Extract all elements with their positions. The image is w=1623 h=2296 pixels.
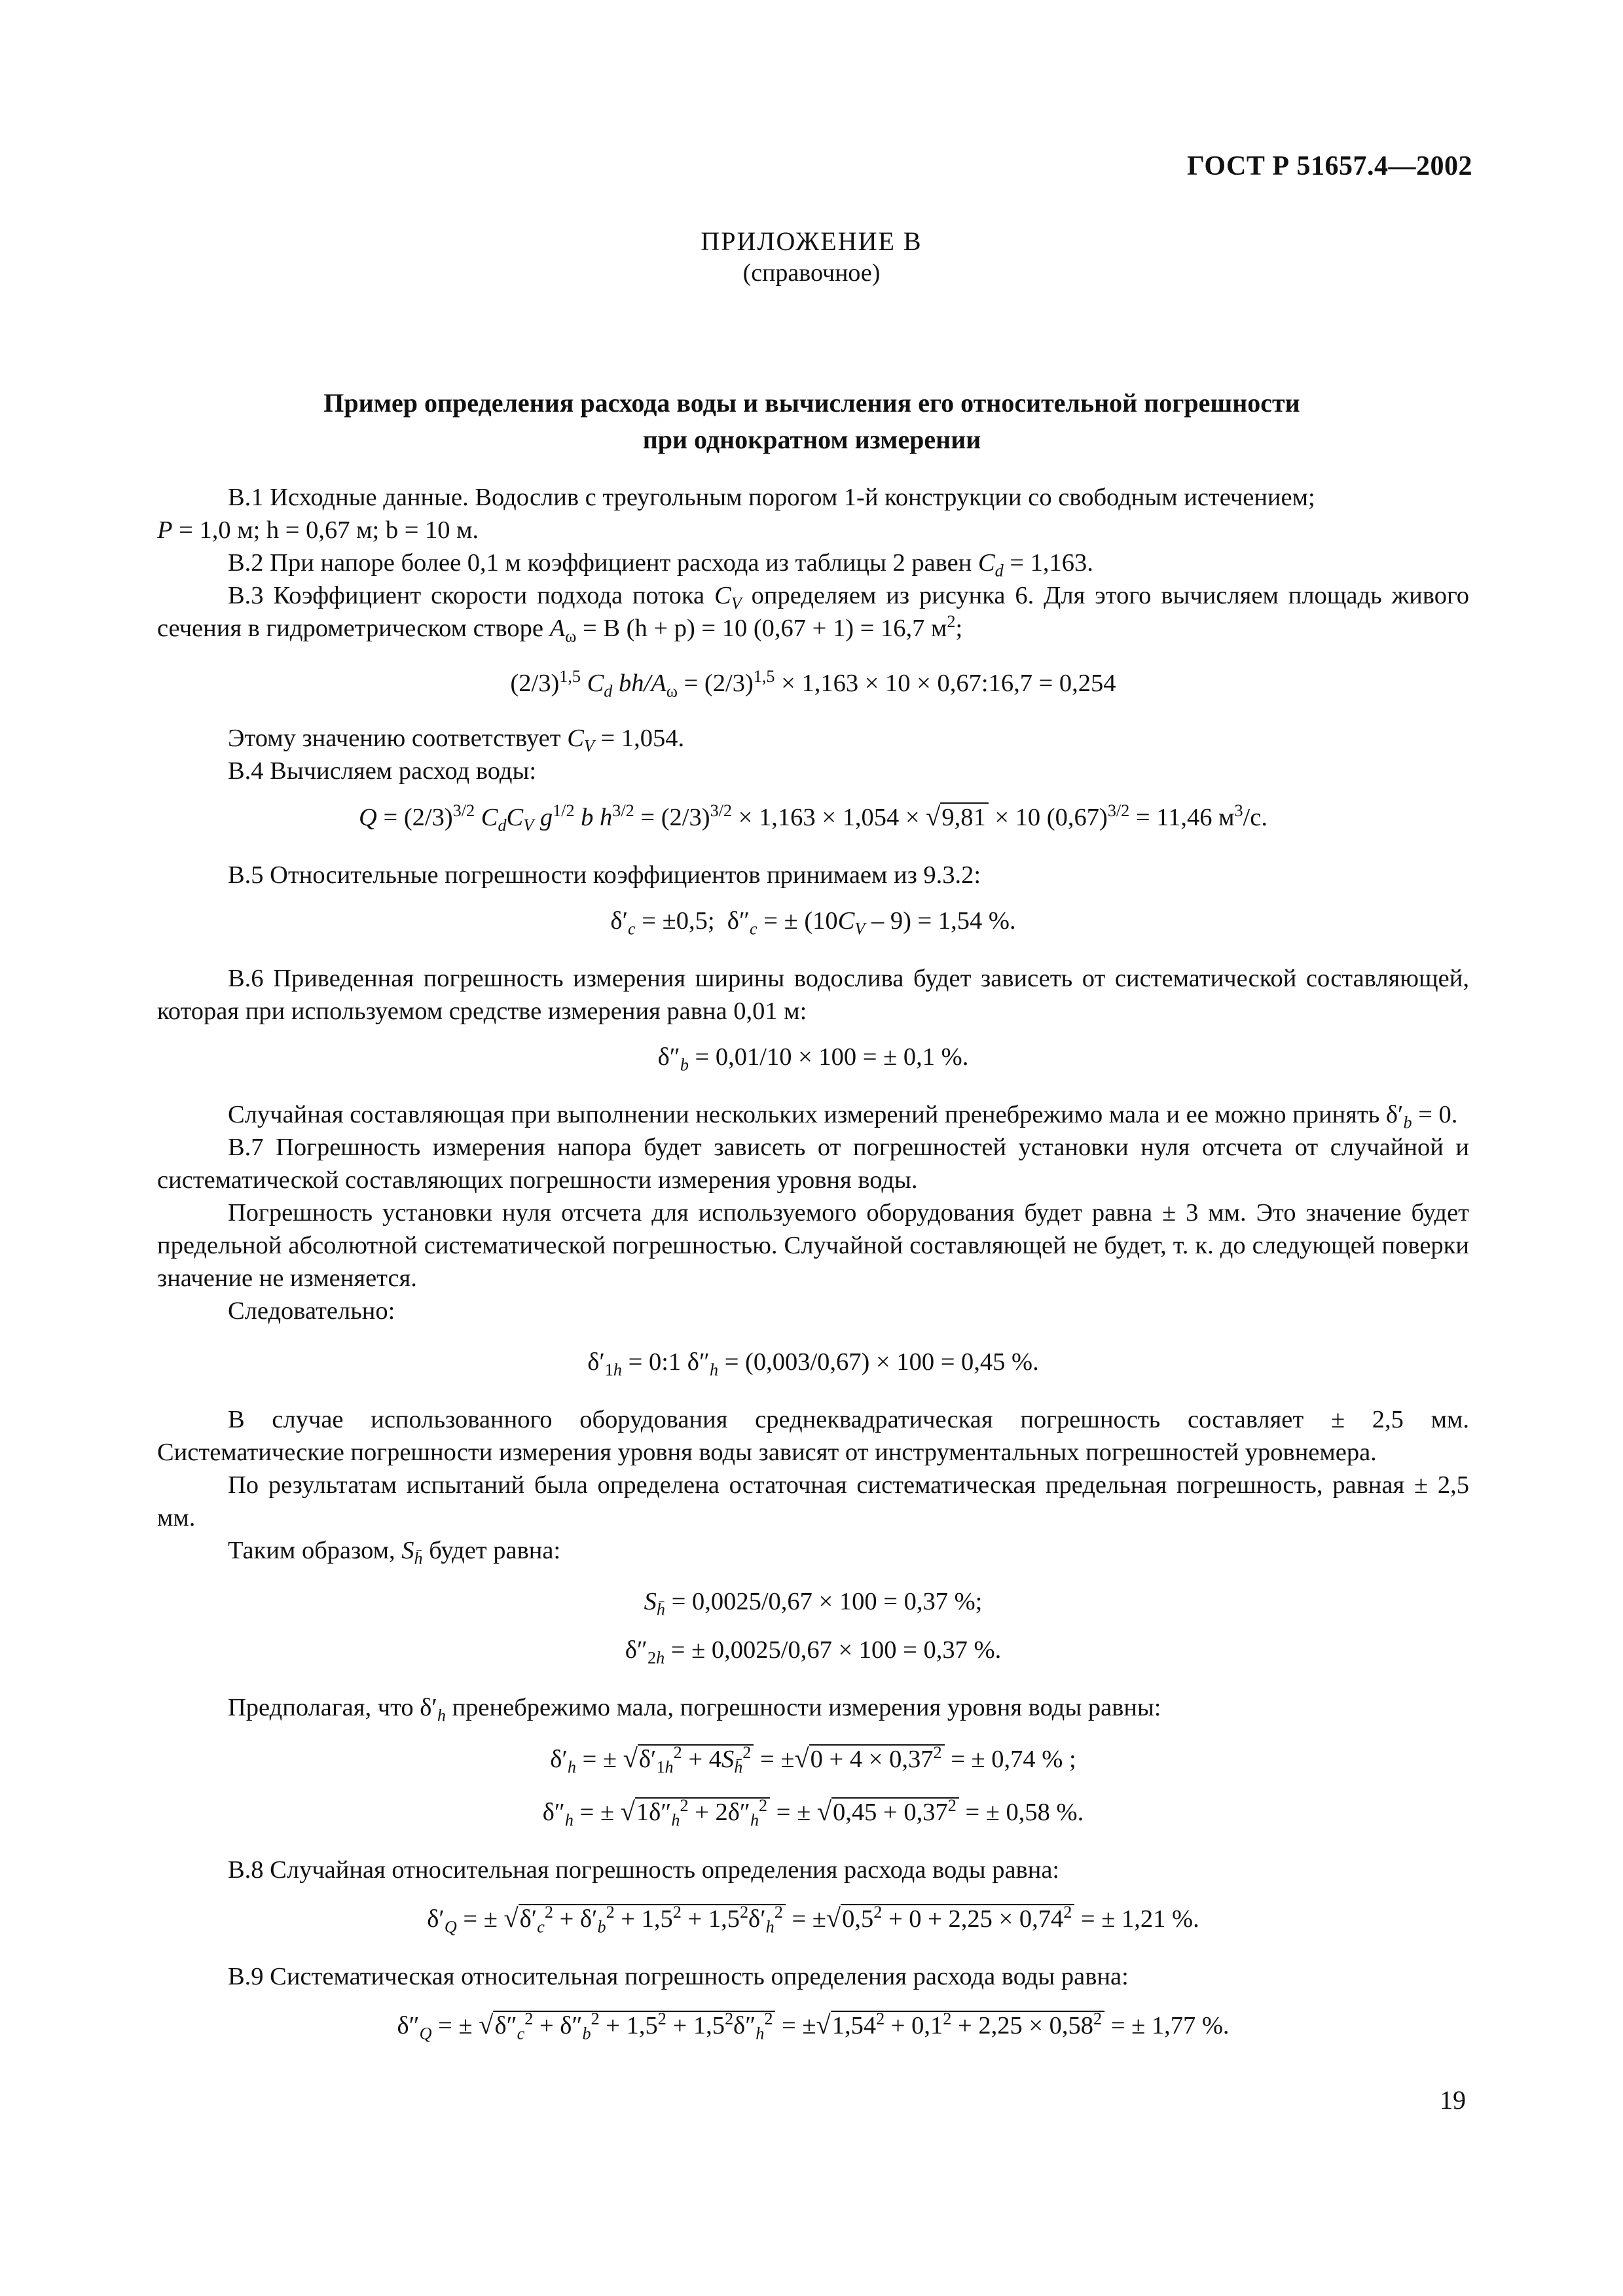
annex-title: ПРИЛОЖЕНИЕ В: [701, 226, 922, 256]
paragraph-b2: В.2 При напоре более 0,1 м коэффициент расхода из таблицы 2 равен $C_d = 1,163$.: [228, 549, 1093, 581]
paragraph-b6: В.6 Приведенная погрешность измерения ширины водослива будет зависеть от систематической составляющей, которая при используемом средстве измерения равна 0,01 м:: [157, 965, 1469, 1025]
formula-b7-4: $\delta'_h$ = ± $√\delta'_{1h}^2 + 4S_{h̄}^2 = \pm√0 + 4 \times 0,37^2$ = ± 0,74 % ;: [550, 1743, 1076, 1777]
paragraph-b3: В.3 Коэффициент скорости подхода потока $C_V$ определяем из рисунка 6. Для этого вычисляем площадь живого сечения в гидрометрическом створе $A_\omega = B$ (h + p) = 10 (0,67 + 1) = 16,7 $м^2$;: [157, 582, 1470, 646]
standard-code: ГОСТ Р 51657.4—2002: [1187, 151, 1472, 181]
paragraph-b3-note: Этому значению соответствует $C_V = 1,054$.: [228, 725, 685, 756]
formula-b6: $\delta''_b = 0,01/10 \times 100$ = ± 0,1 %.: [657, 1043, 969, 1075]
formula-b9: $\delta''_Q$ = ± $√\delta''_c^2 + \delta''_b^2 + 1,5^2 + 1,5^2\delta''_h^2 = \pm√1,54^2 + 0,1^2 + 2,25 \times 0,58^2$ = ± 1,77 %.: [397, 2009, 1230, 2043]
formula-b7-2: $S_{h̄} = 0,0025/0,67 \times 100 = 0,37$ %;: [644, 1588, 983, 1619]
formula-b7-1: $\delta'_{1h}$ = 0:1 $\delta''_h = (0,003/0,67) \times 100 = 0,45$ %.: [587, 1348, 1039, 1380]
paragraph-b7-1: В.7 Погрешность измерения напора будет зависеть от погрешностей установки нуля отсчета от случайной и систематической составляющих погрешности измерения уровня воды.: [157, 1134, 1469, 1194]
paragraph-b1: В.1 Исходные данные. Водослив с треугольным порогом 1-й конструкции со свободным истечением;: [228, 484, 1315, 511]
formula-b8: $\delta'_Q$ = ± $√\delta'_c^2 + \delta'_b^2 + 1,5^2 + 1,5^2\delta'_h^2 = \pm√0,5^2 + 0 + 2,25 \times 0,74^2$ = ± 1,21 %.: [427, 1903, 1199, 1937]
formula-b3: $(2/3)^{1,5}$ $C_d$ $bh/A_\omega = (2/3)^{1,5} \times 1,163 \times 10$ × 0,67:16,7 = 0,254: [510, 667, 1116, 701]
document-title: [164, 385, 1460, 458]
title-line-2: при однократном измерении: [642, 425, 981, 454]
paragraph-b1-cont: P = 1,0 м; h = 0,67 м; b = 10 м.: [157, 516, 479, 544]
annex-subtitle: (справочное): [742, 259, 881, 287]
paragraph-b4: В.4 Вычисляем расход воды:: [228, 757, 537, 785]
paragraph-b6-random: Случайная составляющая при выполнении нескольких измерений пренебрежимо мала и ее можно принять $\delta'_b = 0$.: [228, 1101, 1458, 1132]
paragraph-b7-3: Следовательно:: [228, 1297, 395, 1325]
title-line-1: Пример определения расхода воды и вычисления его относительной погрешности: [323, 388, 1300, 418]
formula-b7-5: $\delta''_h$ = ± $√1\delta''_h^2 + 2\delta''_h^2$ = ± $√0,45 + 0,37^2$ = ± 0,58 %.: [542, 1796, 1084, 1830]
paragraph-b7-4: В случае использованного оборудования среднеквадратическая погрешность составляет ± 2,5 мм. Систематические погрешности измерения уровня воды зависят от инструментальных погрешностей уровнемера.: [157, 1406, 1469, 1466]
formula-b5: $\delta'_c = \pm 0,5$; $\delta''_c$ = ± $(10C_V - 9) = 1,54$ %.: [610, 907, 1016, 939]
paragraph-b8: В.8 Случайная относительная погрешность определения расхода воды равна:: [228, 1856, 1060, 1884]
document-body: [157, 481, 1469, 2042]
paragraph-b7-7: Предполагая, что $\delta'_h$ пренебрежимо мала, погрешности измерения уровня воды равны:: [228, 1694, 1161, 1725]
paragraph-b9: В.9 Систематическая относительная погрешность определения расхода воды равна:: [228, 1963, 1129, 1990]
paragraph-b7-2: Погрешность установки нуля отсчета для используемого оборудования будет равна ± 3 мм. Это значение будет предельной абсолютной систематической погрешностью. Случайной составляющей не будет, т. к. до следующей поверки значение не изменяется.: [157, 1199, 1469, 1292]
paragraph-b7-5: По результатам испытаний была определена остаточная систематическая предельная погрешность, равная ± 2,5 мм.: [157, 1471, 1469, 1532]
paragraph-b5: В.5 Относительные погрешности коэффициентов принимаем из 9.3.2:: [228, 861, 981, 889]
paragraph-b7-6: Таким образом, $S_{h̄}$ будет равна:: [228, 1537, 561, 1568]
formula-b4: $Q = (2/3)^{3/2}$ $C_dC_V$ $g^{1/2}$ b $h^{3/2} = (2/3)^{3/2} \times 1,163 \times 1,054 \times √9,81 \times 10$ $(0,67)^{3/2} = 11,46$ $м^3/с$.: [359, 801, 1267, 835]
page-number: 19: [1440, 2085, 1466, 2115]
formula-b7-3: $\delta''_{2h}$ = ± 0,0025/0,67 × 100 = 0,37 %.: [625, 1636, 1002, 1668]
